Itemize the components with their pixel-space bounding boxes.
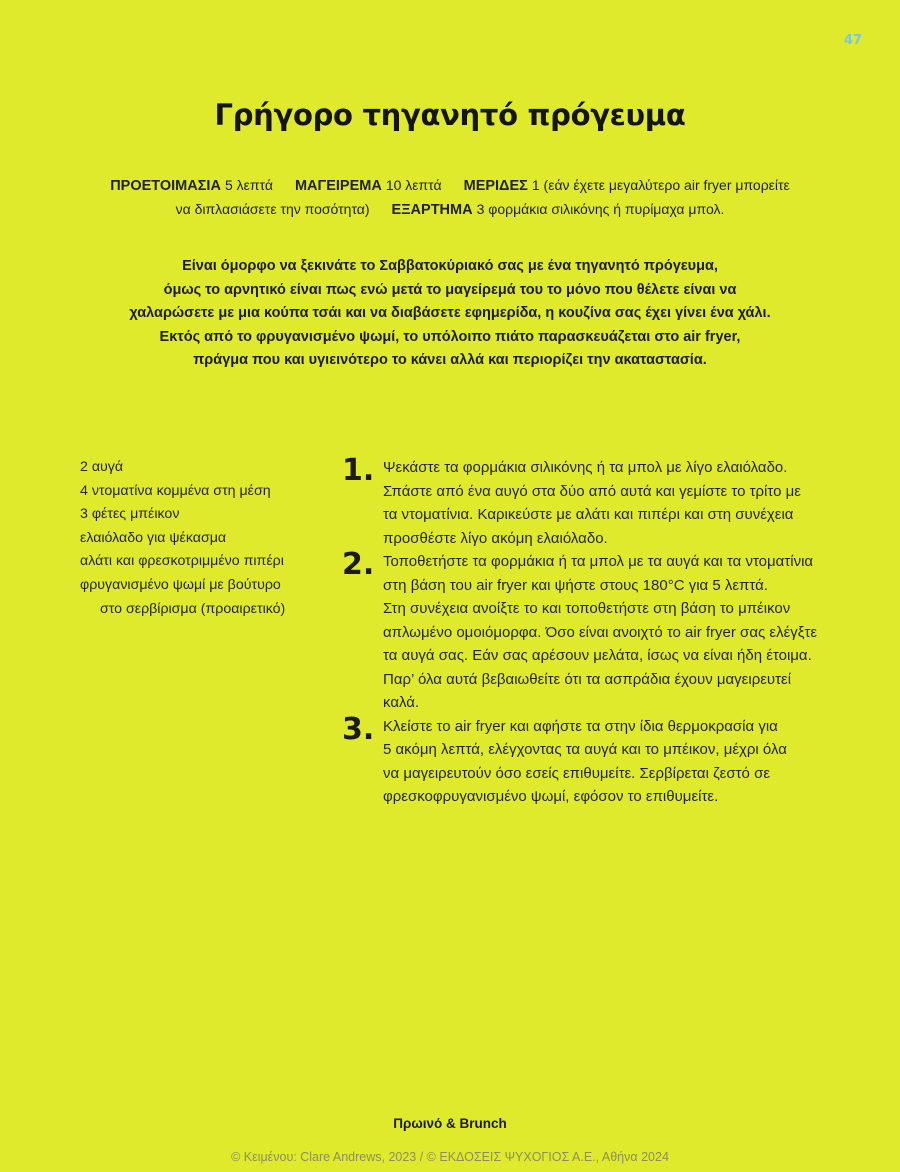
step-line: καλά. — [383, 694, 420, 711]
step-line: φρεσκοφρυγανισμένο ψωμί, εφόσον το επιθυμείτε. — [383, 788, 719, 805]
ingredient-item: στο σερβίρισμα (προαιρετικό) — [100, 600, 286, 617]
step-line: Ψεκάστε τα φορμάκια σιλικόνης ή τα μπολ με λίγο ελαιόλαδο. — [383, 459, 788, 476]
step-line: απλωμένο ομοιόμορφα. Όσο είναι ανοιχτό το air fryer σας ελέγξτε — [383, 623, 818, 641]
ingredient-item: ελαιόλαδο για ψέκασμα — [80, 529, 227, 546]
step-line: Στη συνέχεια ανοίξτε το και τοποθετήστε στη βάση το μπέικον — [383, 600, 791, 617]
step-line: στη βάση του air fryer και ψήστε στους 180°C για 5 λεπτά. — [383, 576, 768, 594]
cook-label: ΜΑΓΕΙΡΕΜΑ — [294, 178, 382, 194]
ingredient-item: φρυγανισμένο ψωμί με βούτυρο — [80, 576, 281, 593]
prep-label: ΠΡΟΕΤΟΙΜΑΣΙΑ — [110, 178, 221, 194]
step-number: 1. — [342, 453, 375, 488]
step-line: να μαγειρευτούν όσο εσείς επιθυμείτε. Σερβίρεται ζεστό σε — [383, 764, 771, 782]
step-number: 3. — [342, 711, 375, 747]
equipment-value: 3 φορμάκια σιλικόνης ή πυρίμαχα μπολ. — [476, 201, 725, 217]
step-text — [383, 550, 858, 715]
step-number: 2. — [342, 547, 375, 582]
cook-value: 10 λεπτά — [385, 177, 442, 193]
step-line: Παρ’ όλα αυτά βεβαιωθείτε ότι τα ασπράδια έχουν μαγειρευτεί — [383, 670, 792, 688]
ingredient-item: 4 ντοματίνα κομμένα στη μέση — [80, 482, 271, 499]
section-footer: Πρωινό & Brunch — [393, 1116, 507, 1131]
recipe-title: Γρήγορο τηγανητό πρόγευμα — [214, 98, 686, 132]
servings-value: 1 (εάν έχετε μεγαλύτερο air fryer μπορείτε — [531, 177, 790, 193]
step-line: τα αυγά σας. Εάν σας αρέσουν μελάτα, ίσως να είναι ήδη έτοιμα. — [383, 647, 812, 664]
prep-value: 5 λεπτά — [224, 177, 273, 193]
ingredient-item: 2 αυγά — [80, 459, 124, 475]
step-line: Τοποθετήστε τα φορμάκια ή τα μπολ με τα αυγά και τα ντοματίνια — [383, 553, 814, 570]
intro-line: πράγμα που και υγιεινότερο το κάνει αλλά και περιορίζει την ακαταστασία. — [193, 352, 707, 368]
recipe-meta — [70, 174, 830, 222]
intro-line: Εκτός από το φρυγανισμένο ψωμί, το υπόλοιπο πιάτο παρασκευάζεται στο air fryer, — [159, 328, 741, 345]
step-text — [383, 715, 858, 809]
step-1 — [338, 453, 858, 550]
recipe-meta-line-2 — [70, 198, 830, 222]
recipe-meta-line-1 — [70, 174, 830, 198]
step-line: 5 ακόμη λεπτά, ελέγχοντας τα αυγά και το μπέικον, μέχρι όλα — [383, 741, 787, 758]
intro-line: χαλαρώσετε με μια κούπα τσάι και να διαβάσετε εφημερίδα, η κουζίνα σας έχει γίνει ένα χάλι. — [129, 305, 771, 321]
ingredient-item: 3 φέτες μπέικον — [80, 506, 180, 523]
step-line: Κλείστε το air fryer και αφήστε τα στην ίδια θερμοκρασία για — [383, 717, 778, 735]
intro-line: Είναι όμορφο να ξεκινάτε το Σαββατοκύριακό σας με ένα τηγανητό πρόγευμα, — [182, 258, 718, 274]
step-line: τα ντοματίνια. Καρικεύστε με αλάτι και πιπέρι και στη συνέχεια — [383, 506, 794, 523]
step-2 — [338, 547, 858, 715]
step-text — [383, 456, 858, 550]
equipment-label: ΕΞΑΡΤΗΜΑ — [391, 202, 473, 218]
ingredient-item: αλάτι και φρεσκοτριμμένο πιπέρι — [80, 553, 284, 570]
servings-value-continued: να διπλασιάσετε την ποσότητα) — [175, 201, 370, 217]
step-3 — [338, 711, 858, 809]
page-number: 47 — [843, 33, 862, 48]
ingredients-list — [80, 456, 320, 621]
servings-label: ΜΕΡΙΔΕΣ — [463, 178, 528, 194]
recipe-intro — [60, 255, 840, 373]
intro-line: όμως το αρνητικό είναι πως ενώ μετά το μαγείρεμά του το μόνο που θέλετε είναι να — [163, 281, 737, 298]
method-steps — [338, 453, 858, 809]
copyright-notice: © Κειμένου: Clare Andrews, 2023 / © ΕΚΔΟΣΕΙΣ ΨΥΧΟΓΙΟΣ Α.Ε., Αθήνα 2024 — [231, 1150, 669, 1164]
step-line: Σπάστε από ένα αυγό στα δύο από αυτά και γεμίστε το τρίτο με — [383, 482, 801, 500]
step-line: προσθέστε λίγο ακόμη ελαιόλαδο. — [383, 529, 608, 547]
